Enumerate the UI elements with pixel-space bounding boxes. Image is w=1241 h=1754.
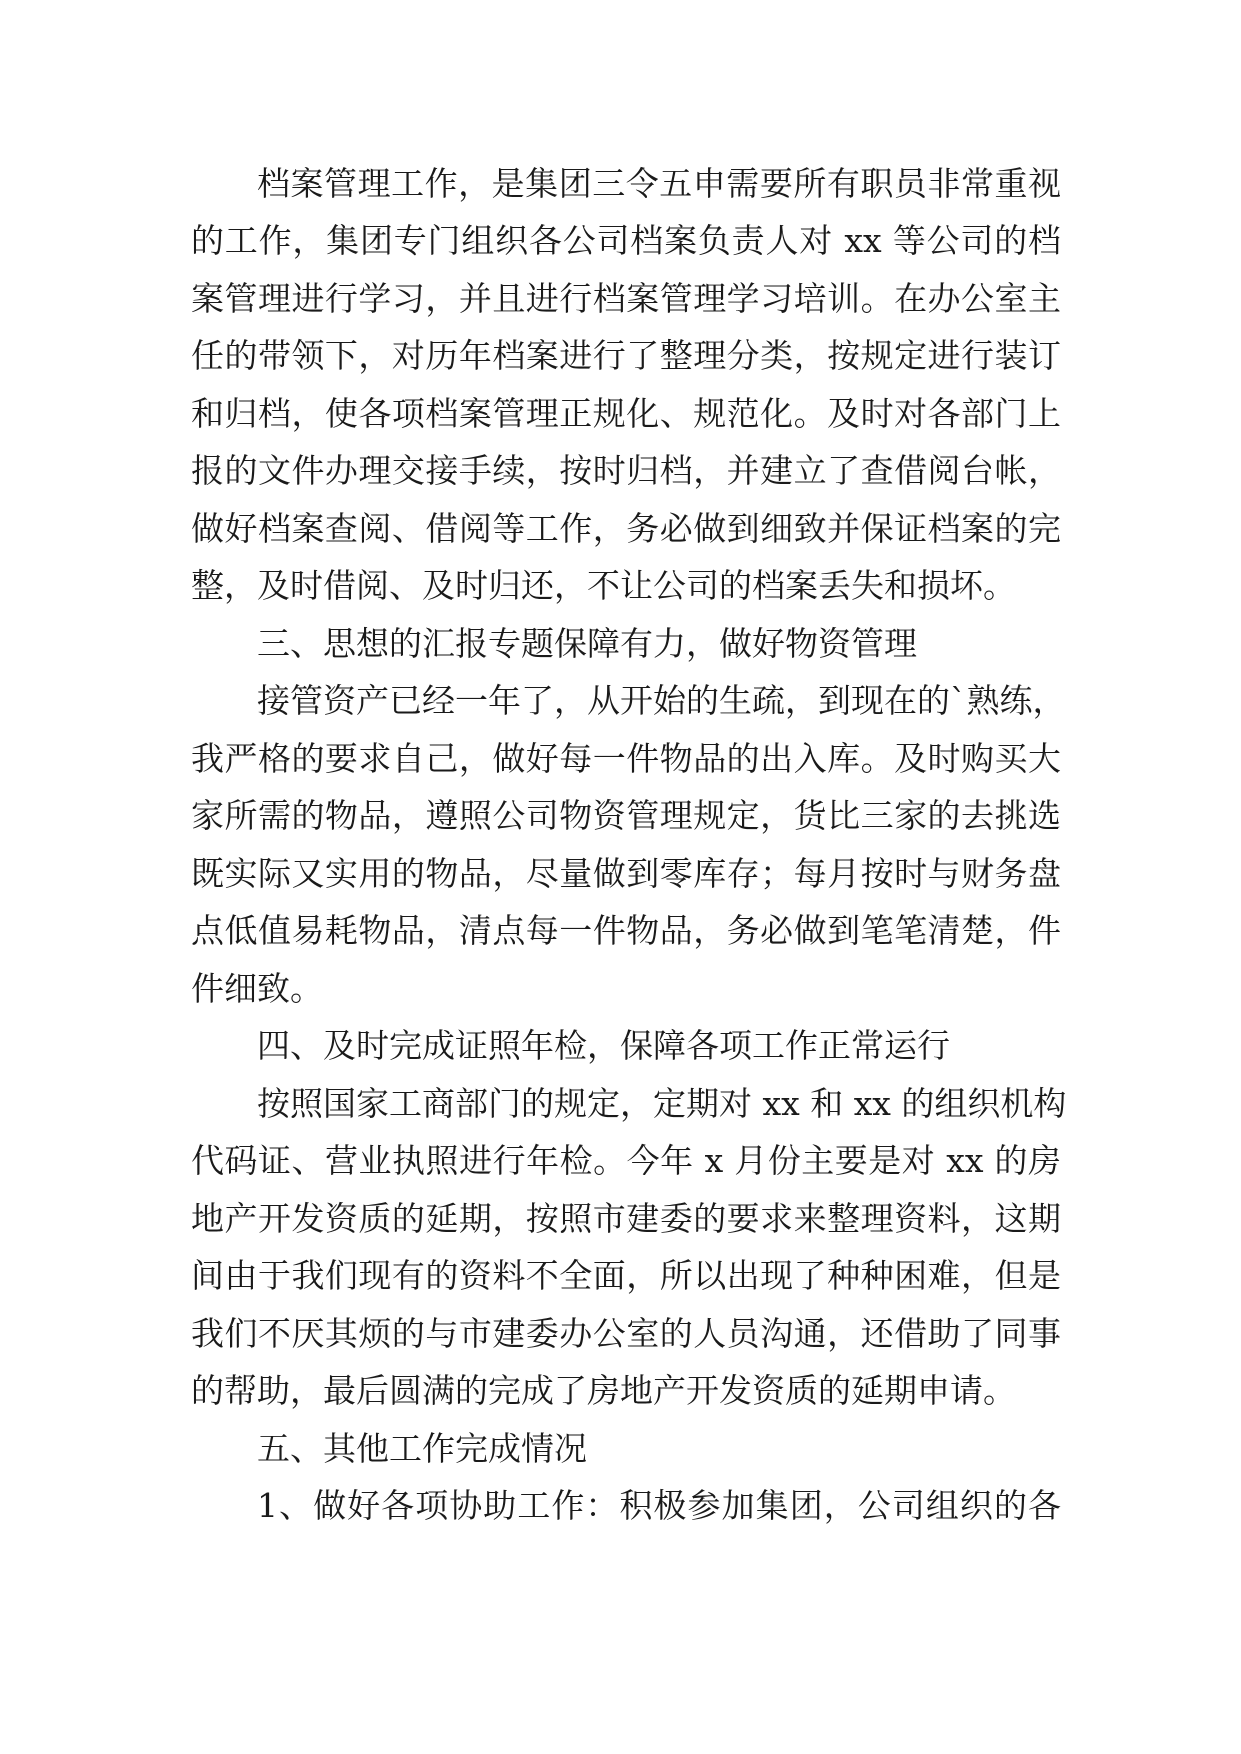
section-heading: 五、其他工作完成情况: [257, 1429, 587, 1468]
paragraph-line: 件细致。: [191, 969, 323, 1008]
paragraph-line: 点低值易耗物品，清点每一件物品，务必做到笔笔清楚，件: [191, 911, 1061, 950]
paragraph-line: 间由于我们现有的资料不全面，所以出现了种种困难，但是: [191, 1256, 1061, 1295]
section-heading: 四、及时完成证照年检，保障各项工作正常运行: [257, 1026, 950, 1065]
paragraph-line: 我严格的要求自己，做好每一件物品的出入库。及时购买大: [191, 739, 1061, 778]
paragraph-line: 代码证、营业执照进行年检。今年 x 月份主要是对 xx 的房: [191, 1141, 1061, 1180]
paragraph-line: 的帮助，最后圆满的完成了房地产开发资质的延期申请。: [191, 1371, 1016, 1410]
paragraph-line: 1、做好各项协助工作：积极参加集团，公司组织的各: [257, 1486, 1061, 1525]
section-heading: 三、思想的汇报专题保障有力，做好物资管理: [257, 624, 917, 663]
paragraph-line: 家所需的物品，遵照公司物资管理规定，货比三家的去挑选: [191, 796, 1061, 835]
paragraph-line: 和归档，使各项档案管理正规化、规范化。及时对各部门上: [191, 394, 1061, 433]
paragraph-line: 整，及时借阅、及时归还，不让公司的档案丢失和损坏。: [191, 566, 1016, 605]
paragraph-line: 做好档案查阅、借阅等工作，务必做到细致并保证档案的完: [191, 509, 1061, 548]
paragraph-line: 地产开发资质的延期，按照市建委的要求来整理资料，这期: [191, 1199, 1061, 1238]
paragraph-line: 接管资产已经一年了，从开始的生疏，到现在的`熟练，: [257, 681, 1066, 720]
paragraph-line: 我们不厌其烦的与市建委办公室的人员沟通，还借助了同事: [191, 1314, 1061, 1353]
paragraph-line: 的工作，集团专门组织各公司档案负责人对 xx 等公司的档: [191, 221, 1061, 260]
paragraph-line: 按照国家工商部门的规定，定期对 xx 和 xx 的组织机构: [257, 1084, 1067, 1123]
paragraph-line: 档案管理工作，是集团三令五申需要所有职员非常重视: [257, 164, 1061, 203]
paragraph-line: 既实际又实用的物品，尽量做到零库存；每月按时与财务盘: [191, 854, 1061, 893]
paragraph-line: 案管理进行学习，并且进行档案管理学习培训。在办公室主: [191, 279, 1061, 318]
paragraph-line: 任的带领下，对历年档案进行了整理分类，按规定进行装订: [191, 336, 1061, 375]
paragraph-line: 报的文件办理交接手续，按时归档，并建立了查借阅台帐，: [191, 451, 1061, 490]
